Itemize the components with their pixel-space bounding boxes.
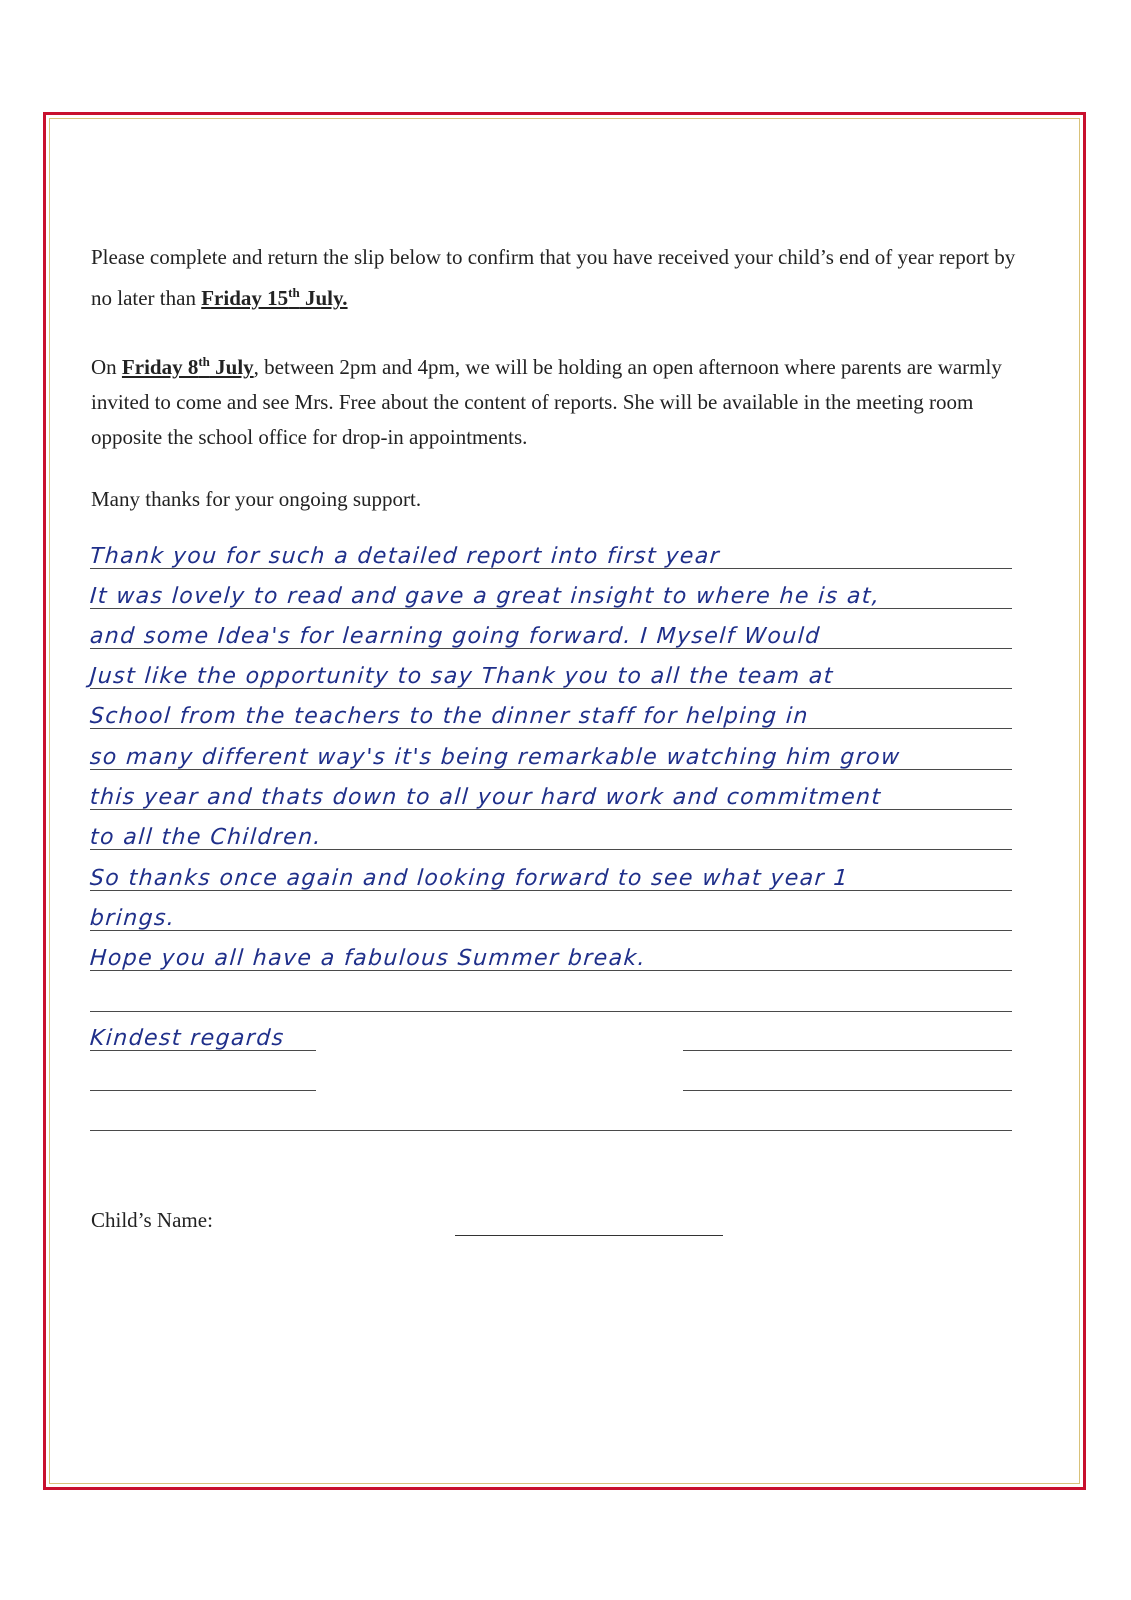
reply-rule xyxy=(90,1011,1012,1012)
reply-line: brings. xyxy=(89,906,177,931)
return-deadline: Friday 15th July. xyxy=(201,285,348,310)
open-afternoon-notice: On Friday 8th July, between 2pm and 4pm, we will be holding an open afternoon where parents are warmly invited to come and see Mrs. Free about the content of reports. She will be available in the meeting room opposite the school office for drop-in appointments. xyxy=(91,354,1002,449)
report-return-instructions xyxy=(91,240,1041,316)
reply-line: this year and thats down to all your hard work and commitment xyxy=(89,785,883,810)
reply-line: School from the teachers to the dinner staff for helping in xyxy=(89,704,810,729)
signature-rule xyxy=(90,1090,316,1091)
reply-line: So thanks once again and looking forward to see what year 1 xyxy=(89,866,850,891)
reply-line: and some Idea's for learning going forward. I Myself Would xyxy=(89,624,822,649)
reply-rule xyxy=(90,1130,1012,1131)
signature-rule xyxy=(683,1090,1012,1091)
reply-line: Thank you for such a detailed report into first year xyxy=(89,544,721,569)
reply-line: Hope you all have a fabulous Summer break. xyxy=(89,946,647,971)
child-name-label: Child’s Name: xyxy=(91,1208,213,1232)
reply-line: Just like the opportunity to say Thank you to all the team at xyxy=(89,664,835,689)
reply-line: It was lovely to read and gave a great insight to where he is at, xyxy=(89,584,882,609)
reply-line: so many different way's it's being remarkable watching him grow xyxy=(89,745,902,770)
instructions-text: Please complete and return the slip below to confirm that you have received your child’s end of year report by no later than xyxy=(91,245,1016,310)
reply-line: to all the Children. xyxy=(89,825,323,850)
thanks-line: Many thanks for your ongoing support. xyxy=(91,487,422,511)
open-afternoon-date: Friday 8th July xyxy=(121,354,254,379)
sign-off: Kindest regards xyxy=(89,1026,286,1051)
child-name-field[interactable] xyxy=(455,1235,723,1236)
